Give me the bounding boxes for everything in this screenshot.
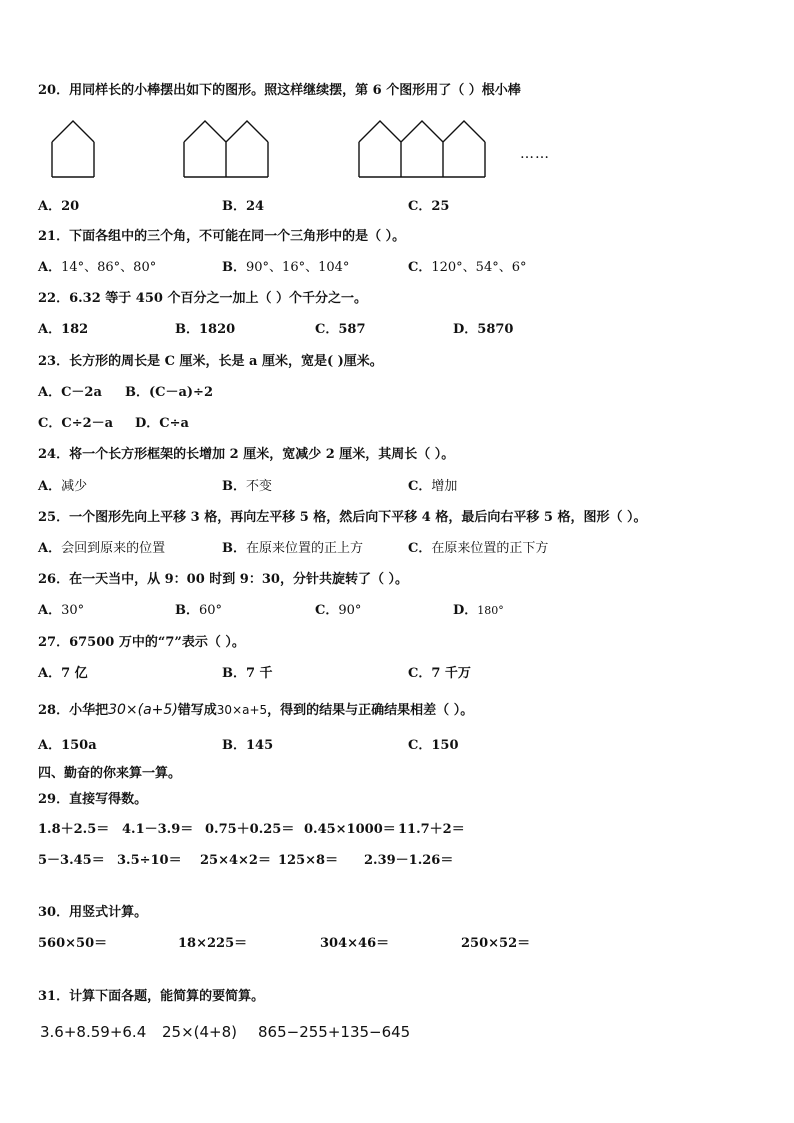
expression-wrong: 30×a+5 xyxy=(216,703,268,717)
option-value: 会回到原来的位置 xyxy=(61,541,166,556)
calc-item: 11.7＋2＝ xyxy=(398,822,465,837)
vertical-calc-item: 304×46＝ xyxy=(320,936,390,951)
option-letter: B． xyxy=(175,603,199,618)
option-value: 90° xyxy=(338,603,362,618)
q25-option-b[interactable] xyxy=(222,541,363,557)
question-27-stem: 27．67500 万中的“7”表示（ ）。 xyxy=(38,635,245,650)
q23-option-d[interactable]: D．C÷a xyxy=(135,416,189,431)
option-letter: B． xyxy=(222,479,246,494)
question-24-stem: 24．将一个长方形框架的长增加 2 厘米，宽减少 2 厘米，其周长（ ）。 xyxy=(38,447,455,462)
section-heading: 四、勤奋的你来算一算。 xyxy=(38,766,182,781)
option-letter: C． xyxy=(408,541,432,556)
q20-option-b[interactable]: B．24 xyxy=(222,199,265,214)
option-value: 60° xyxy=(199,603,223,618)
calc-item: 0.75＋0.25＝ xyxy=(205,822,295,837)
q26-option-c[interactable] xyxy=(315,603,361,619)
q27-option-a[interactable]: A．7 亿 xyxy=(38,666,88,681)
option-letter: C． xyxy=(408,479,432,494)
q27-option-c[interactable]: C．7 千万 xyxy=(408,666,471,681)
q22-option-d[interactable]: D．5870 xyxy=(453,322,514,337)
question-30-stem: 30．用竖式计算。 xyxy=(38,905,148,920)
stem-part: 错写成 xyxy=(177,703,217,718)
house-figure-3 xyxy=(359,121,485,177)
option-letter: A． xyxy=(38,260,62,275)
option-letter: A． xyxy=(38,603,62,618)
option-letter: B． xyxy=(222,541,246,556)
simplify-expression: 3.6+8.59+6.4 xyxy=(40,1023,147,1041)
calc-item: 3.5÷10＝ xyxy=(117,853,182,868)
vertical-calc-item: 560×50＝ xyxy=(38,936,108,951)
q24-option-a[interactable] xyxy=(38,479,87,495)
simplify-expression: 25×(4+8) xyxy=(162,1023,238,1041)
question-20-stem: 20．用同样长的小棒摆出如下的图形。照这样继续摆，第 6 个图形用了（ ）根小棒 xyxy=(38,83,521,98)
q28-option-a[interactable]: A．150a xyxy=(38,738,97,753)
q22-option-c[interactable]: C．587 xyxy=(315,322,366,337)
house-figure-1 xyxy=(52,121,94,177)
q28-option-c[interactable]: C．150 xyxy=(408,738,459,753)
calc-item: 1.8＋2.5＝ xyxy=(38,822,110,837)
option-value: 不变 xyxy=(246,479,273,494)
q25-option-a[interactable] xyxy=(38,541,165,557)
q27-option-b[interactable]: B．7 千 xyxy=(222,666,273,681)
option-value: 90°、16°、104° xyxy=(246,260,350,275)
expression-correct: 30×(a+5) xyxy=(108,702,178,718)
calc-item: 0.45×1000＝ xyxy=(304,822,396,837)
q21-option-b[interactable] xyxy=(222,260,349,276)
option-value: 14°、86°、80° xyxy=(61,260,157,275)
q23-option-c[interactable]: C．C÷2－a xyxy=(38,416,114,431)
question-26-stem: 26．在一天当中，从 9：00 时到 9：30，分针共旋转了（ ）。 xyxy=(38,572,408,587)
figure-ellipsis: …… xyxy=(520,146,550,162)
q25-option-c[interactable] xyxy=(408,541,548,557)
calc-item: 25×4×2＝ xyxy=(200,853,271,868)
q22-option-a[interactable]: A．182 xyxy=(38,322,89,337)
q26-option-a[interactable] xyxy=(38,603,84,619)
option-letter: D． xyxy=(453,603,478,618)
question-31-stem: 31．计算下面各题，能简算的要简算。 xyxy=(38,989,265,1004)
q21-option-a[interactable] xyxy=(38,260,156,276)
vertical-calc-item: 18×225＝ xyxy=(178,936,248,951)
calc-item: 125×8＝ xyxy=(278,853,339,868)
calc-item: 5－3.45＝ xyxy=(38,853,105,868)
option-letter: A． xyxy=(38,479,62,494)
stem-part: 28．小华把 xyxy=(38,703,109,718)
house-figure-2 xyxy=(184,121,268,177)
option-value: 180° xyxy=(477,604,504,617)
house-outline xyxy=(52,121,94,177)
calc-item: 4.1－3.9＝ xyxy=(122,822,194,837)
q20-option-a[interactable]: A．20 xyxy=(38,199,80,214)
question-29-stem: 29．直接写得数。 xyxy=(38,792,148,807)
q23-option-b[interactable]: B．(C－a)÷2 xyxy=(125,385,213,400)
simplify-expression: 865−255+135−645 xyxy=(258,1023,411,1041)
question-23-stem: 23．长方形的周长是 C 厘米，长是 a 厘米，宽是( )厘米。 xyxy=(38,354,383,369)
question-21-stem: 21．下面各组中的三个角，不可能在同一个三角形中的是（ ）。 xyxy=(38,229,406,244)
option-value: 30° xyxy=(61,603,85,618)
option-value: 在原来位置的正下方 xyxy=(431,541,549,556)
q24-option-c[interactable] xyxy=(408,479,457,495)
q24-option-b[interactable] xyxy=(222,479,272,495)
q26-option-b[interactable] xyxy=(175,603,222,619)
q28-option-b[interactable]: B．145 xyxy=(222,738,274,753)
house-outline xyxy=(184,121,268,177)
house-figures xyxy=(0,115,794,195)
q23-option-a[interactable]: A．C－2a xyxy=(38,385,102,400)
q26-option-d[interactable] xyxy=(453,603,504,619)
vertical-calc-item: 250×52＝ xyxy=(461,936,531,951)
q20-option-c[interactable]: C．25 xyxy=(408,199,450,214)
q22-option-b[interactable]: B．1820 xyxy=(175,322,236,337)
house-outline xyxy=(359,121,485,177)
option-value: 增加 xyxy=(431,479,458,494)
option-value: 在原来位置的正上方 xyxy=(246,541,364,556)
stem-part: ，得到的结果与正确结果相差（ ）。 xyxy=(267,703,474,718)
q21-option-c[interactable] xyxy=(408,260,527,276)
option-letter: C． xyxy=(315,603,339,618)
option-value: 减少 xyxy=(61,479,88,494)
option-letter: A． xyxy=(38,541,62,556)
question-28-stem xyxy=(38,702,473,719)
option-letter: B． xyxy=(222,260,246,275)
calc-item: 2.39－1.26＝ xyxy=(364,853,454,868)
question-25-stem: 25．一个图形先向上平移 3 格，再向左平移 5 格，然后向下平移 4 格，最后向右平移 5 格，图形（ ）。 xyxy=(38,510,647,525)
option-letter: C． xyxy=(408,260,432,275)
question-22-stem: 22．6.32 等于 450 个百分之一加上（ ）个千分之一。 xyxy=(38,291,367,306)
option-value: 120°、54°、6° xyxy=(431,260,527,275)
